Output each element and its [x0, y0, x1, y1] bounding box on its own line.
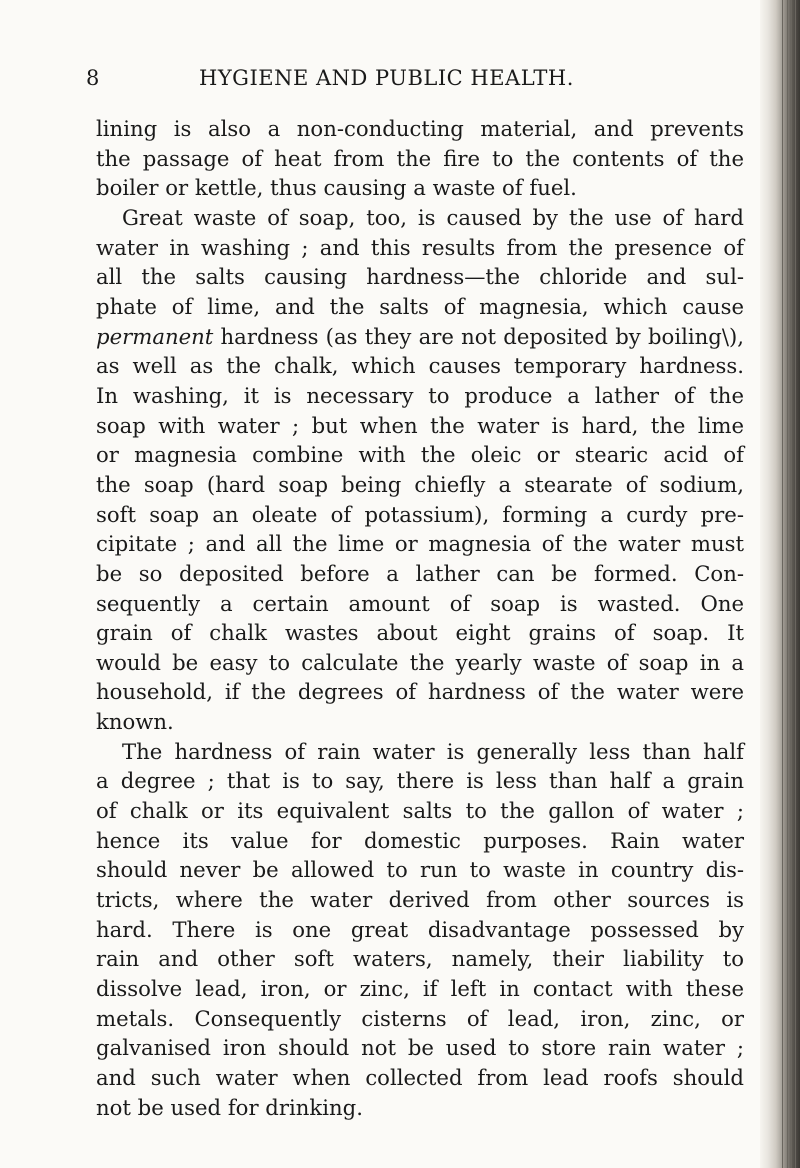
text-line: a degree ; that is to say, there is less than half a grain [96, 768, 744, 794]
text-line: should never be allowed to run to waste in country dis- [96, 857, 744, 883]
text-line: soap with water ; but when the water is hard, the lime [96, 412, 744, 438]
page-number: 8 [86, 66, 100, 90]
page-edge-line [787, 0, 788, 1168]
text-line: The hardness of rain water is generally less than half [122, 738, 744, 764]
text-line: and such water when collected from lead roofs should [96, 1065, 744, 1090]
text-line: boiler or kettle, thus causing a waste of fuel. [96, 175, 577, 201]
text-line: grain of chalk wastes about eight grains of soap. It [96, 620, 744, 646]
page-edge-line [782, 0, 783, 1168]
text-line-with-italic [96, 322, 744, 352]
text-line: household, if the degrees of hardness of the water were [96, 679, 744, 705]
text-line: rain and other soft waters, namely, their liability to [96, 946, 744, 972]
page-edge-line [791, 0, 792, 1168]
text-line: hard. There is one great disadvantage possessed by [96, 916, 744, 942]
running-title: HYGIENE AND PUBLIC HEALTH. [199, 66, 574, 90]
text-line: galvanised iron should not be used to store rain water ; [96, 1035, 744, 1061]
text-line: water in washing ; and this results from the presence of [96, 234, 744, 260]
page-edge-line [795, 0, 796, 1168]
text-line: or magnesia combine with the oleic or stearic acid of [96, 442, 744, 468]
line-remainder: hardness (as they are not deposited by boiling\), [213, 323, 744, 349]
text-line: soft soap an oleate of potassium), forming a curdy pre- [96, 501, 744, 527]
italic-word: permanent [96, 323, 214, 349]
text-line: of chalk or its equivalent salts to the gallon of water ; [96, 798, 744, 824]
text-line: would be easy to calculate the yearly waste of soap in a [96, 649, 744, 675]
text-line: dissolve lead, iron, or zinc, if left in contact with these [96, 976, 744, 1002]
body-text [96, 114, 744, 1122]
text-line: sequently a certain amount of soap is wasted. One [96, 590, 744, 616]
text-line: the passage of heat from the fire to the contents of the [96, 145, 744, 171]
text-line: be so deposited before a lather can be formed. Con- [96, 560, 744, 586]
text-line: as well as the chalk, which causes temporary hardness. [96, 353, 744, 379]
book-page-edge [760, 0, 800, 1168]
text-line: lining is also a non-conducting material, and prevents [96, 116, 744, 141]
text-line: known. [96, 709, 174, 735]
page-header [86, 66, 746, 92]
text-line: all the salts causing hardness—the chloride and sul- [96, 264, 744, 290]
text-line: In washing, it is necessary to produce a lather of the [96, 382, 744, 408]
text-line: tricts, where the water derived from other sources is [96, 887, 744, 913]
text-line: hence its value for domestic purposes. Rain water [96, 827, 744, 853]
text-line: metals. Consequently cisterns of lead, iron, zinc, or [96, 1005, 744, 1031]
text-line: not be used for drinking. [96, 1094, 363, 1120]
text-line: cipitate ; and all the lime or magnesia of the water must [96, 531, 744, 557]
text-line: phate of lime, and the salts of magnesia, which cause [96, 293, 744, 319]
text-line: the soap (hard soap being chiefly a stearate of sodium, [96, 471, 744, 497]
text-line: Great waste of soap, too, is caused by the use of hard [122, 204, 744, 230]
